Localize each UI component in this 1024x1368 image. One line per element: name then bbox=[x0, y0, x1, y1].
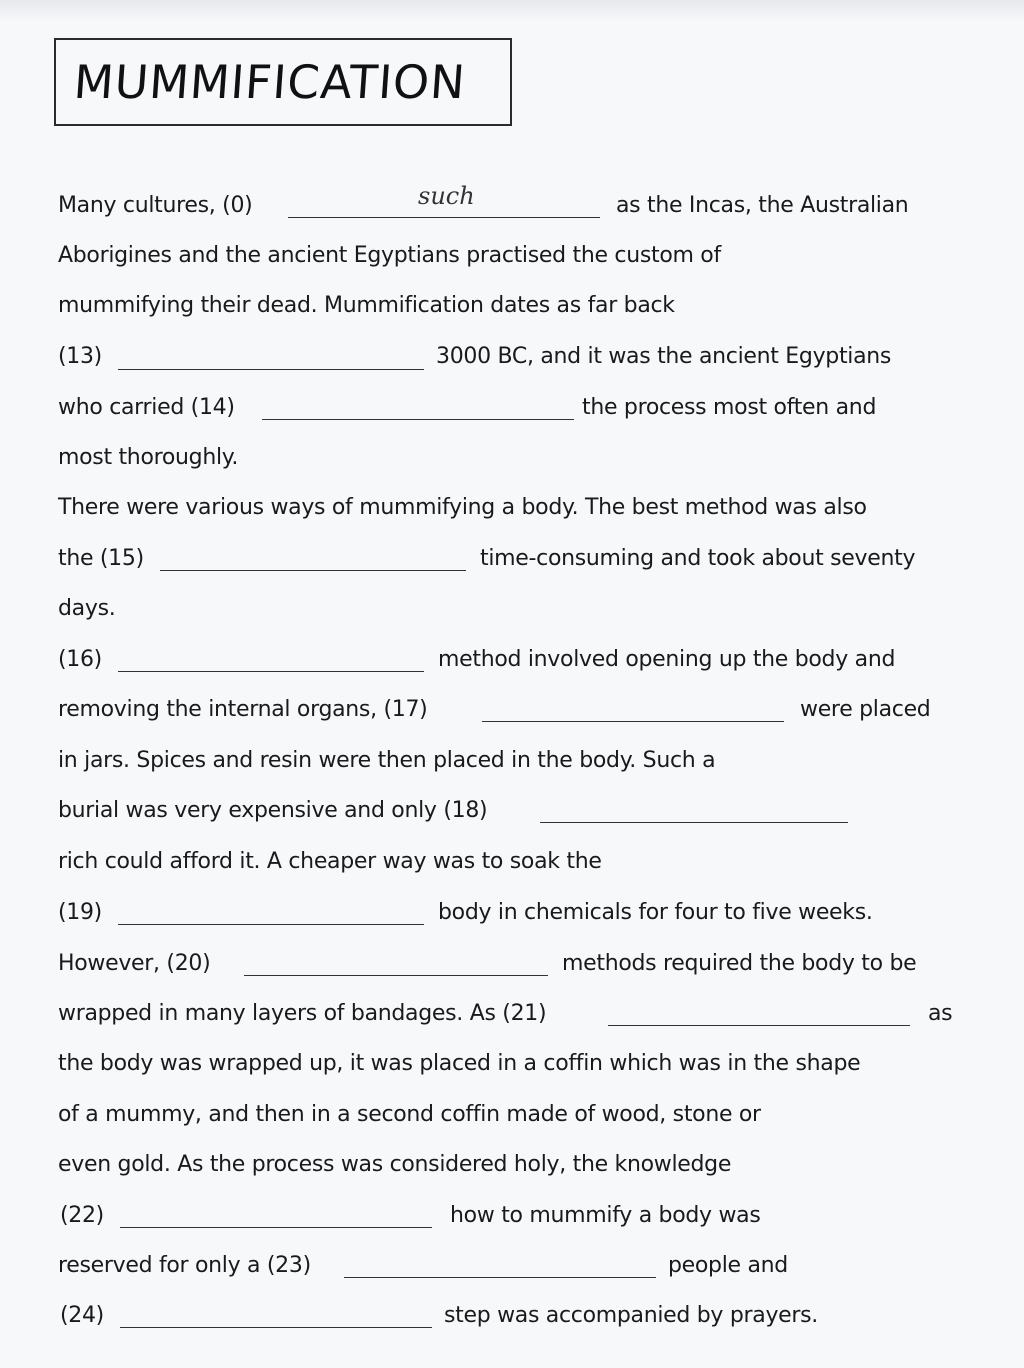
line-text: time-consuming and took about seventy bbox=[480, 546, 916, 571]
blank-22[interactable] bbox=[120, 1226, 432, 1228]
line-text: who carried (14) bbox=[58, 395, 235, 420]
question-number: (19) bbox=[58, 900, 102, 925]
line-text: mummifying their dead. Mummification dates as far back bbox=[58, 293, 675, 318]
line-text: 3000 BC, and it was the ancient Egyptians bbox=[436, 344, 892, 369]
line-text: how to mummify a body was bbox=[450, 1203, 761, 1228]
line-text: removing the internal organs, (17) bbox=[58, 697, 428, 722]
blank-14[interactable] bbox=[262, 418, 574, 420]
question-number: (24) bbox=[60, 1303, 104, 1328]
title-box bbox=[54, 38, 512, 126]
scan-shadow bbox=[0, 0, 1024, 22]
question-number: (22) bbox=[60, 1203, 104, 1228]
line-text: method involved opening up the body and bbox=[438, 647, 896, 672]
example-answer: such bbox=[418, 182, 475, 210]
blank-15[interactable] bbox=[160, 569, 466, 571]
line-text: as the Incas, the Australian bbox=[616, 193, 909, 218]
blank-17[interactable] bbox=[482, 720, 784, 722]
blank-23[interactable] bbox=[344, 1276, 656, 1278]
line-text: as bbox=[928, 1001, 953, 1026]
line-text: reserved for only a (23) bbox=[58, 1253, 311, 1278]
line-text: were placed bbox=[800, 697, 931, 722]
line-text: people and bbox=[668, 1253, 788, 1278]
question-number: (13) bbox=[58, 344, 102, 369]
line-text: the process most often and bbox=[582, 395, 877, 420]
page-title: MUMMIFICATION bbox=[72, 55, 468, 109]
blank-19[interactable] bbox=[118, 923, 424, 925]
line-text: However, (20) bbox=[58, 951, 211, 976]
line-text: methods required the body to be bbox=[562, 951, 917, 976]
line-text: Aborigines and the ancient Egyptians practised the custom of bbox=[58, 243, 721, 268]
line-text: step was accompanied by prayers. bbox=[444, 1303, 818, 1328]
blank-16[interactable] bbox=[118, 670, 424, 672]
line-text: wrapped in many layers of bandages. As (21) bbox=[58, 1001, 547, 1026]
line-text: the body was wrapped up, it was placed in a coffin which was in the shape bbox=[58, 1051, 861, 1076]
line-text: There were various ways of mummifying a body. The best method was also bbox=[58, 495, 867, 520]
blank-21[interactable] bbox=[608, 1024, 910, 1026]
line-text: of a mummy, and then in a second coffin made of wood, stone or bbox=[58, 1102, 761, 1127]
line-text: body in chemicals for four to five weeks. bbox=[438, 900, 873, 925]
line-text: the (15) bbox=[58, 546, 144, 571]
line-text: Many cultures, (0) bbox=[58, 193, 253, 218]
blank-13[interactable] bbox=[118, 368, 424, 370]
line-text: days. bbox=[58, 596, 116, 621]
line-text: in jars. Spices and resin were then placed in the body. Such a bbox=[58, 748, 716, 773]
line-text: rich could afford it. A cheaper way was to soak the bbox=[58, 849, 602, 874]
blank-20[interactable] bbox=[244, 974, 548, 976]
blank-24[interactable] bbox=[120, 1326, 432, 1328]
line-text: even gold. As the process was considered holy, the knowledge bbox=[58, 1152, 732, 1177]
line-text: burial was very expensive and only (18) bbox=[58, 798, 488, 823]
line-text: most thoroughly. bbox=[58, 445, 239, 470]
question-number: (16) bbox=[58, 647, 102, 672]
blank-18[interactable] bbox=[540, 821, 848, 823]
blank-0[interactable] bbox=[288, 216, 600, 218]
